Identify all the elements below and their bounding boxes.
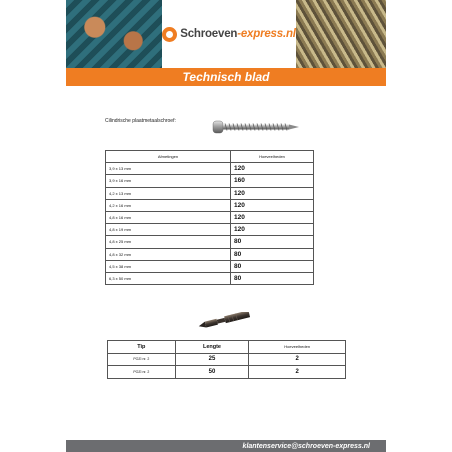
quantity-cell: 120 — [231, 211, 314, 223]
footer — [66, 440, 386, 452]
table-row — [106, 187, 314, 199]
table-header-row — [108, 341, 346, 354]
bits-table — [107, 340, 346, 379]
quantity-cell: 120 — [231, 224, 314, 236]
quantity-cell: 120 — [231, 187, 314, 199]
table-row — [106, 260, 314, 272]
tip-cell: POZI nr. 2 — [108, 353, 176, 366]
column-header: Tip — [108, 341, 176, 354]
logo — [162, 0, 296, 68]
screwdriver-bit-image — [195, 312, 253, 328]
table-row — [106, 236, 314, 248]
page-title: Technisch blad — [182, 70, 270, 84]
dimension-cell: 4,2 x 13 mm — [106, 187, 231, 199]
table-row — [106, 163, 314, 175]
table-row — [106, 175, 314, 187]
table-row — [106, 211, 314, 223]
dimension-cell: 4,5 x 38 mm — [106, 260, 231, 272]
dimension-cell: 4,8 x 25 mm — [106, 236, 231, 248]
table-row — [106, 199, 314, 211]
quantity-cell: 80 — [231, 236, 314, 248]
logo-name: Schroeven — [180, 28, 238, 40]
dimension-cell: 4,8 x 19 mm — [106, 224, 231, 236]
quantity-cell: 2 — [249, 353, 346, 366]
column-header: Lengte — [175, 341, 249, 354]
table-row — [108, 366, 346, 379]
header-photo-tools — [66, 0, 162, 68]
table-row — [106, 224, 314, 236]
dimensions-table — [105, 150, 314, 285]
table-row — [106, 272, 314, 284]
quantity-cell: 2 — [249, 366, 346, 379]
quantity-cell: 80 — [231, 248, 314, 260]
table-row — [108, 353, 346, 366]
dimension-cell: 3,9 x 13 mm — [106, 163, 231, 175]
dimension-cell: 4,8 x 32 mm — [106, 248, 231, 260]
column-header: Hoeveelheden — [231, 151, 314, 163]
length-cell: 50 — [175, 366, 249, 379]
column-header: Afmetingen — [106, 151, 231, 163]
quantity-cell: 120 — [231, 199, 314, 211]
dimension-cell: 6,3 x 50 mm — [106, 272, 231, 284]
quantity-cell: 160 — [231, 175, 314, 187]
product-label: Cilindrische plaatmetaalschroef: — [105, 118, 176, 124]
title-banner — [66, 68, 386, 86]
quantity-cell: 80 — [231, 260, 314, 272]
table-header-row — [106, 151, 314, 163]
logo-suffix: -express.nl — [237, 28, 296, 40]
quantity-cell: 120 — [231, 163, 314, 175]
contact-email-link[interactable]: klantenservice@schroeven-express.nl — [242, 442, 370, 450]
header-photo-screws — [296, 0, 386, 68]
tip-cell: POZI nr. 2 — [108, 366, 176, 379]
length-cell: 25 — [175, 353, 249, 366]
column-header: Hoeveelheden — [249, 341, 346, 354]
dimension-cell: 4,2 x 16 mm — [106, 199, 231, 211]
quantity-cell: 80 — [231, 272, 314, 284]
table-row — [106, 248, 314, 260]
screw-image — [212, 120, 300, 134]
dimension-cell: 4,8 x 16 mm — [106, 211, 231, 223]
header — [66, 0, 386, 68]
dimension-cell: 3,9 x 16 mm — [106, 175, 231, 187]
logo-icon — [162, 27, 177, 42]
